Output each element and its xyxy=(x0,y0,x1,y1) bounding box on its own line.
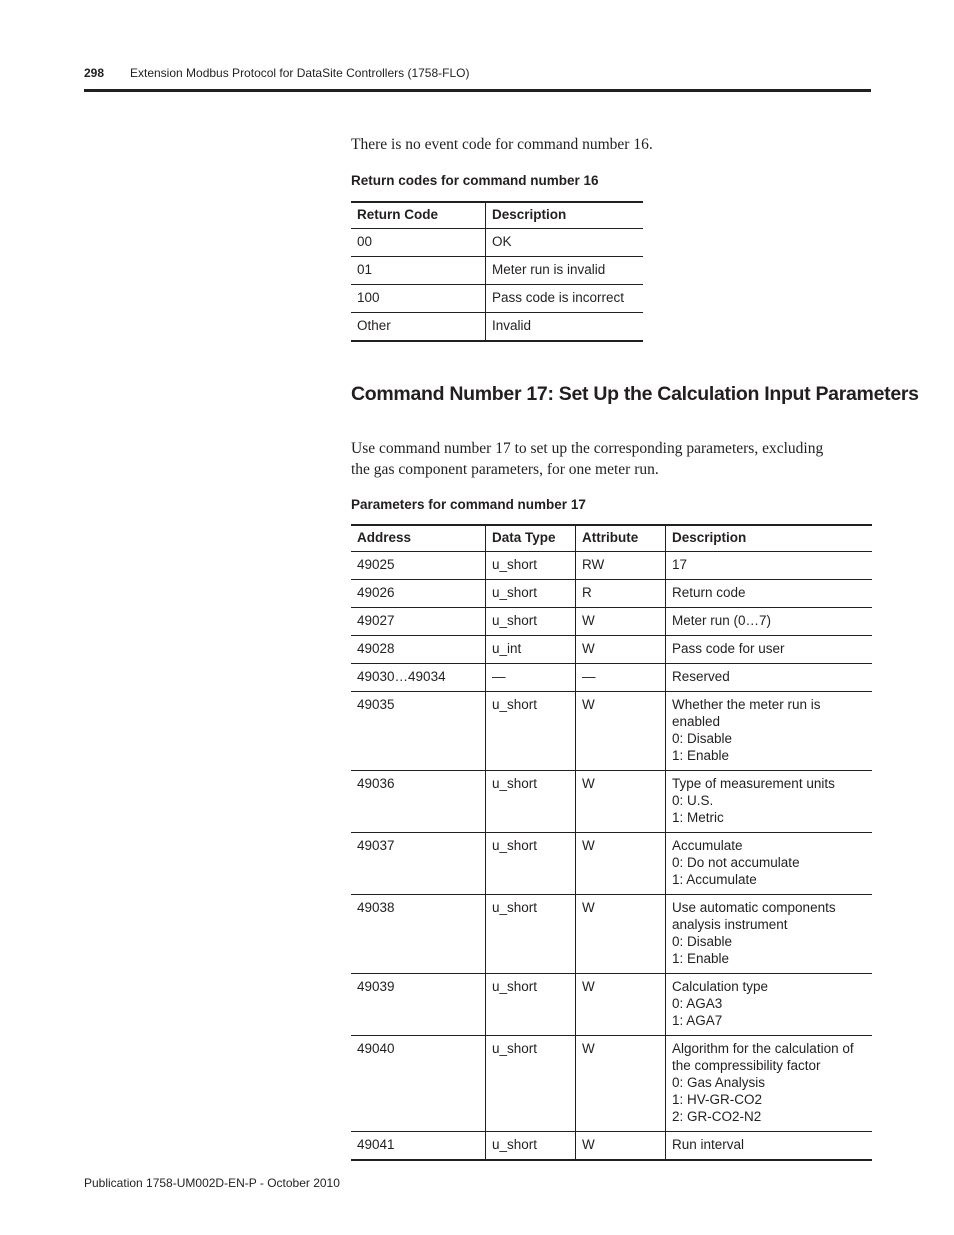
table-row xyxy=(351,229,643,257)
table-row xyxy=(351,636,872,664)
description-cell: OK xyxy=(486,229,644,257)
description-line: 0: Disable xyxy=(672,934,733,949)
description-line: Whether the meter run is enabled xyxy=(672,697,821,729)
description-line: Algorithm for the calculation of xyxy=(672,1041,854,1056)
description-cell xyxy=(666,1036,873,1132)
description-line: 17 xyxy=(672,557,688,572)
return-code-cell: Other xyxy=(357,318,391,333)
table-row xyxy=(351,974,872,1036)
attribute-cell: — xyxy=(576,664,666,692)
table-row xyxy=(351,313,643,342)
running-header-title: Extension Modbus Protocol for DataSite Controllers (1758-FLO) xyxy=(130,66,470,80)
attribute-cell: W xyxy=(576,636,666,664)
description-line: Return code xyxy=(672,585,746,600)
description-line: Run interval xyxy=(672,1137,745,1152)
description-line: 0: Do not accumulate xyxy=(672,855,800,870)
page-number: 298 xyxy=(84,66,105,80)
description-cell xyxy=(666,692,873,771)
data-type-cell: u_short xyxy=(486,974,576,1036)
data-type-cell: u_short xyxy=(486,771,576,833)
table-row xyxy=(351,257,643,285)
description-line: Meter run (0…7) xyxy=(672,613,772,628)
description-line: 0: U.S. xyxy=(672,793,714,808)
description-line: 2: GR-CO2-N2 xyxy=(672,1109,762,1124)
table-row xyxy=(351,1036,872,1132)
address-cell: 49040 xyxy=(357,1041,395,1056)
table16-caption: Return codes for command number 16 xyxy=(351,173,599,188)
return-code-cell: 01 xyxy=(357,262,373,277)
description-line: 1: HV-GR-CO2 xyxy=(672,1092,763,1107)
data-type-cell: u_short xyxy=(486,580,576,608)
description-cell xyxy=(666,895,873,974)
description-line: 0: Gas Analysis xyxy=(672,1075,766,1090)
table-row xyxy=(351,771,872,833)
data-type-cell: u_short xyxy=(486,1036,576,1132)
description-line: 1: Accumulate xyxy=(672,872,757,887)
description-cell: Invalid xyxy=(486,313,644,342)
description-line: Reserved xyxy=(672,669,730,684)
address-cell: 49028 xyxy=(357,641,395,656)
data-type-cell: u_short xyxy=(486,833,576,895)
data-type-cell: u_int xyxy=(486,636,576,664)
table-row xyxy=(351,833,872,895)
table17-caption: Parameters for command number 17 xyxy=(351,497,586,512)
description-cell: Pass code is incorrect xyxy=(486,285,644,313)
table-row xyxy=(351,285,643,313)
attribute-cell: W xyxy=(576,771,666,833)
publication-footer: Publication 1758-UM002D-EN-P - October 2010 xyxy=(84,1176,340,1190)
section-heading: Command Number 17: Set Up the Calculation Input Parameters xyxy=(351,383,919,405)
address-cell: 49035 xyxy=(357,697,395,712)
attribute-cell: W xyxy=(576,692,666,771)
description-line: Pass code for user xyxy=(672,641,785,656)
description-line: Calculation type xyxy=(672,979,769,994)
address-cell: 49036 xyxy=(357,776,395,791)
table-row xyxy=(351,580,872,608)
table-row xyxy=(351,664,872,692)
table-row xyxy=(351,608,872,636)
column-header-attribute: Attribute xyxy=(576,525,666,552)
description-line: 0: Disable xyxy=(672,731,733,746)
description-cell xyxy=(666,552,873,580)
column-header-data-type: Data Type xyxy=(486,525,576,552)
description-line: the compressibility factor xyxy=(672,1058,821,1073)
column-header-description: Description xyxy=(486,202,644,229)
table-row xyxy=(351,895,872,974)
address-cell: 49041 xyxy=(357,1137,395,1152)
attribute-cell: RW xyxy=(576,552,666,580)
table-header-row xyxy=(351,525,872,552)
data-type-cell: u_short xyxy=(486,608,576,636)
data-type-cell: u_short xyxy=(486,1132,576,1161)
address-cell: 49039 xyxy=(357,979,395,994)
description-cell xyxy=(666,636,873,664)
attribute-cell: W xyxy=(576,1132,666,1161)
column-header-address: Address xyxy=(357,530,412,545)
data-type-cell: u_short xyxy=(486,552,576,580)
description-cell xyxy=(666,1132,873,1161)
description-line: Use automatic components xyxy=(672,900,836,915)
table-header-row xyxy=(351,202,643,229)
description-line: Accumulate xyxy=(672,838,743,853)
table-row xyxy=(351,1132,872,1161)
attribute-cell: W xyxy=(576,974,666,1036)
description-cell xyxy=(666,771,873,833)
address-cell: 49037 xyxy=(357,838,395,853)
table-row xyxy=(351,552,872,580)
intro-text: There is no event code for command number 16. xyxy=(351,136,653,153)
attribute-cell: W xyxy=(576,833,666,895)
description-line: 1: AGA7 xyxy=(672,1013,723,1028)
description-line: Type of measurement units xyxy=(672,776,835,791)
description-cell xyxy=(666,580,873,608)
return-code-cell: 100 xyxy=(357,290,380,305)
description-line: 0: AGA3 xyxy=(672,996,723,1011)
attribute-cell: W xyxy=(576,1036,666,1132)
address-cell: 49038 xyxy=(357,900,395,915)
paragraph-line: Use command number 17 to set up the corresponding parameters, excluding xyxy=(351,440,824,457)
description-line: 1: Metric xyxy=(672,810,724,825)
data-type-cell: u_short xyxy=(486,895,576,974)
address-cell: 49025 xyxy=(357,557,395,572)
return-codes-table xyxy=(351,201,643,342)
section-paragraph xyxy=(351,438,823,480)
data-type-cell: u_short xyxy=(486,692,576,771)
return-code-cell: 00 xyxy=(357,234,373,249)
column-header-return-code: Return Code xyxy=(357,207,438,222)
description-cell xyxy=(666,608,873,636)
data-type-cell: — xyxy=(486,664,576,692)
address-cell: 49030…49034 xyxy=(357,669,446,684)
description-cell xyxy=(666,833,873,895)
description-line: analysis instrument xyxy=(672,917,788,932)
address-cell: 49026 xyxy=(357,585,395,600)
description-line: 1: Enable xyxy=(672,748,730,763)
table-row xyxy=(351,692,872,771)
description-line: 1: Enable xyxy=(672,951,730,966)
description-cell xyxy=(666,664,873,692)
attribute-cell: W xyxy=(576,895,666,974)
attribute-cell: R xyxy=(576,580,666,608)
parameters-table xyxy=(351,524,872,1161)
paragraph-line: the gas component parameters, for one meter run. xyxy=(351,461,659,478)
address-cell: 49027 xyxy=(357,613,395,628)
column-header-description: Description xyxy=(666,525,873,552)
description-cell: Meter run is invalid xyxy=(486,257,644,285)
description-cell xyxy=(666,974,873,1036)
attribute-cell: W xyxy=(576,608,666,636)
header-rule xyxy=(84,89,871,92)
